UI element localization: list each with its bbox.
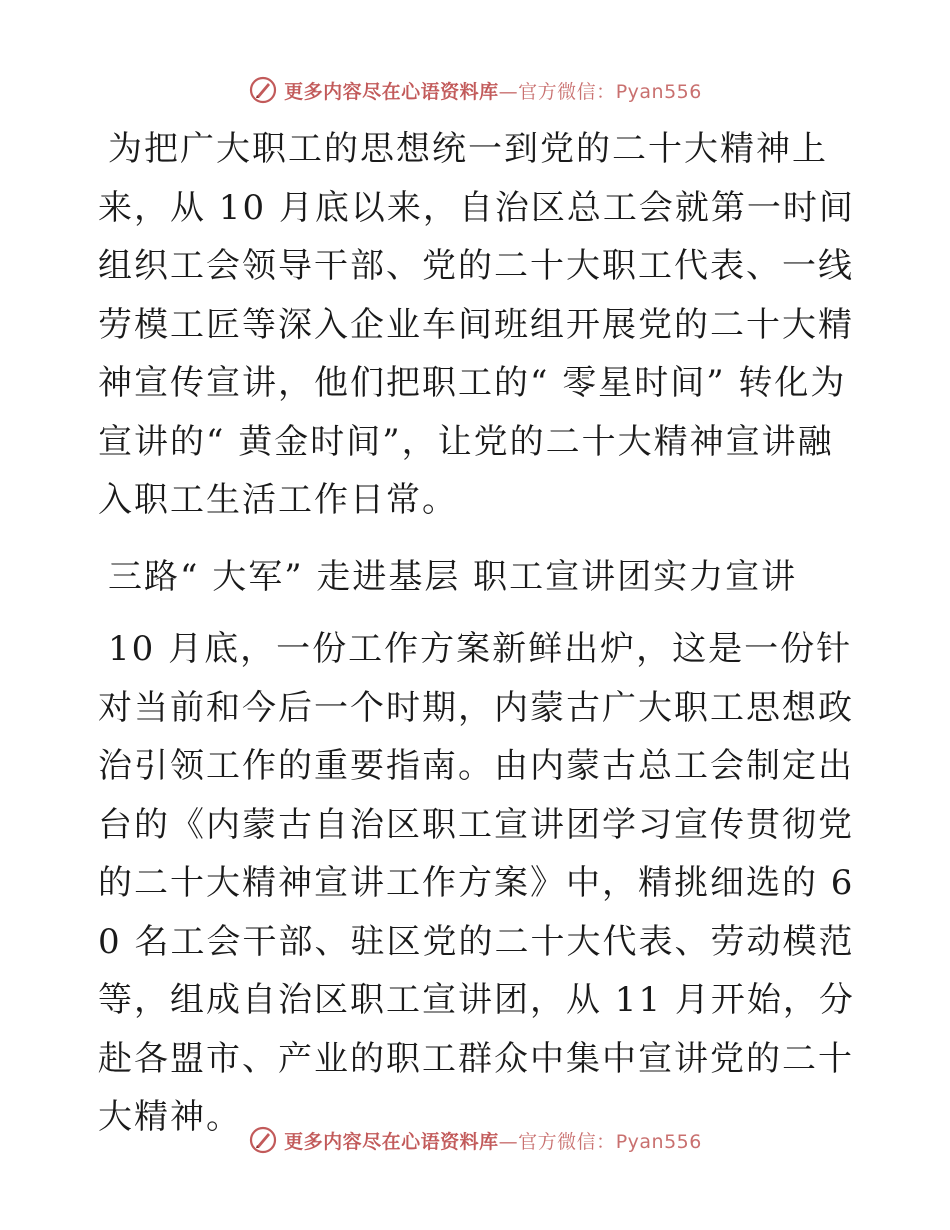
watermark-dash: — bbox=[498, 1130, 519, 1153]
watermark-text bbox=[284, 1127, 702, 1154]
paragraph-1: 为把广大职工的思想统一到党的二十大精神上来，从 10 月底以来，自治区总工会就第一时间组织工会领导干部、党的二十大职工代表、一线劳模工匠等深入企业车间班组开展党的二十大精神宣传宣讲，他们把职工的“ 零星时间” 转化为宣讲的“ 黄金时间”，让党的二十大精神宣讲融入职工生活工作日常。 bbox=[98, 129, 855, 520]
document-body bbox=[98, 120, 858, 1147]
watermark-wechat-id: Pyan556 bbox=[615, 80, 702, 103]
section-heading: 三路“ 大军” 走进基层 职工宣讲团实力宣讲 bbox=[108, 556, 798, 597]
watermark-wechat-label: 官方微信： bbox=[518, 1130, 616, 1153]
quill-seal-icon bbox=[248, 75, 278, 105]
watermark-dash: — bbox=[498, 80, 519, 103]
watermark-brand: 更多内容尽在心语资料库 bbox=[284, 80, 499, 103]
watermark-wechat-id: Pyan556 bbox=[615, 1130, 702, 1153]
quill-seal-icon bbox=[248, 1125, 278, 1155]
watermark-brand: 更多内容尽在心语资料库 bbox=[284, 1130, 499, 1153]
watermark-wechat-label: 官方微信： bbox=[518, 80, 616, 103]
paragraph-2: 10 月底，一份工作方案新鲜出炉，这是一份针对当前和今后一个时期，内蒙古广大职工思想政治引领工作的重要指南。由内蒙古总工会制定出台的《内蒙古自治区职工宣讲团学习宣传贯彻党的二十大精神宣讲工作方案》中，精挑细选的 60 名工会干部、驻区党的二十大代表、劳动模范等，组成自治区职工宣讲团，从 11 月开始，分赴各盟市、产业的职工群众中集中宣讲党的二十大精神。 bbox=[98, 629, 855, 1137]
watermark-footer bbox=[0, 1122, 950, 1158]
watermark-header bbox=[0, 72, 950, 108]
watermark-text bbox=[284, 77, 702, 104]
